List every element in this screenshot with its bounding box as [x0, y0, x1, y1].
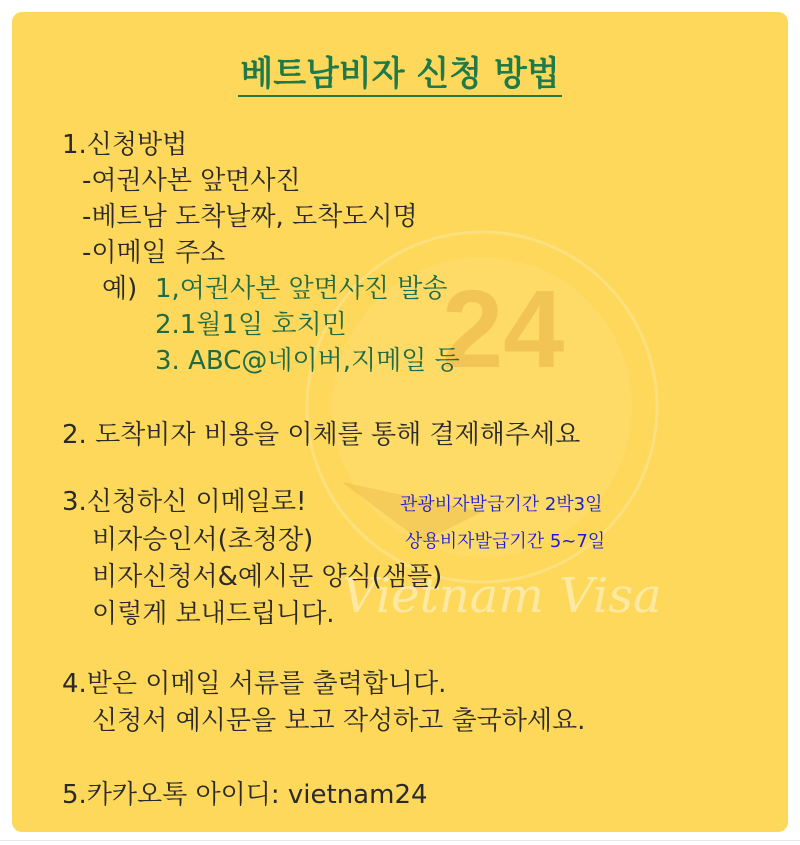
section3-heading: 3.신청하신 이메일로!	[62, 487, 307, 517]
section4-line-1: 4.받은 이메일 서류를 출력합니다.	[62, 669, 447, 699]
business-visa-period-note: 상용비자발급기간 5~7일	[405, 531, 606, 552]
section4-line-2: 신청서 예시문을 보고 작성하고 출국하세요.	[92, 706, 586, 736]
info-card	[12, 12, 788, 832]
page-title: 베트남비자 신청 방법	[12, 52, 788, 96]
section3-line-1: 비자승인서(초청장)	[92, 525, 314, 555]
section1-item-passport: -여권사본 앞면사진	[82, 166, 301, 196]
section1-item-email: -이메일 주소	[82, 238, 226, 268]
section1-item-arrival: -베트남 도착날짜, 도착도시명	[82, 202, 418, 232]
example-line-2: 2.1월1일 호치민	[155, 310, 347, 340]
example-line-1: 1,여권사본 앞면사진 발송	[155, 274, 448, 304]
section1-heading: 1.신청방법	[62, 130, 188, 160]
watermark-text: Vietnam Visa	[342, 568, 662, 624]
tourist-visa-period-note: 관광비자발급기간 2박3일	[400, 494, 603, 515]
example-line-3: 3. ABC@네이버,지메일 등	[155, 346, 460, 376]
watermark-number: 24	[442, 268, 565, 391]
section2-text: 2. 도착비자 비용을 이체를 통해 결제해주세요	[62, 420, 581, 450]
divider	[0, 840, 800, 841]
section3-line-3: 이렇게 보내드립니다.	[92, 599, 335, 629]
kakao-id-text: 5.카카오톡 아이디: vietnam24	[62, 780, 428, 810]
example-label: 예)	[102, 274, 138, 304]
section3-line-2: 비자신청서&예시문 양식(샘플)	[92, 562, 443, 592]
